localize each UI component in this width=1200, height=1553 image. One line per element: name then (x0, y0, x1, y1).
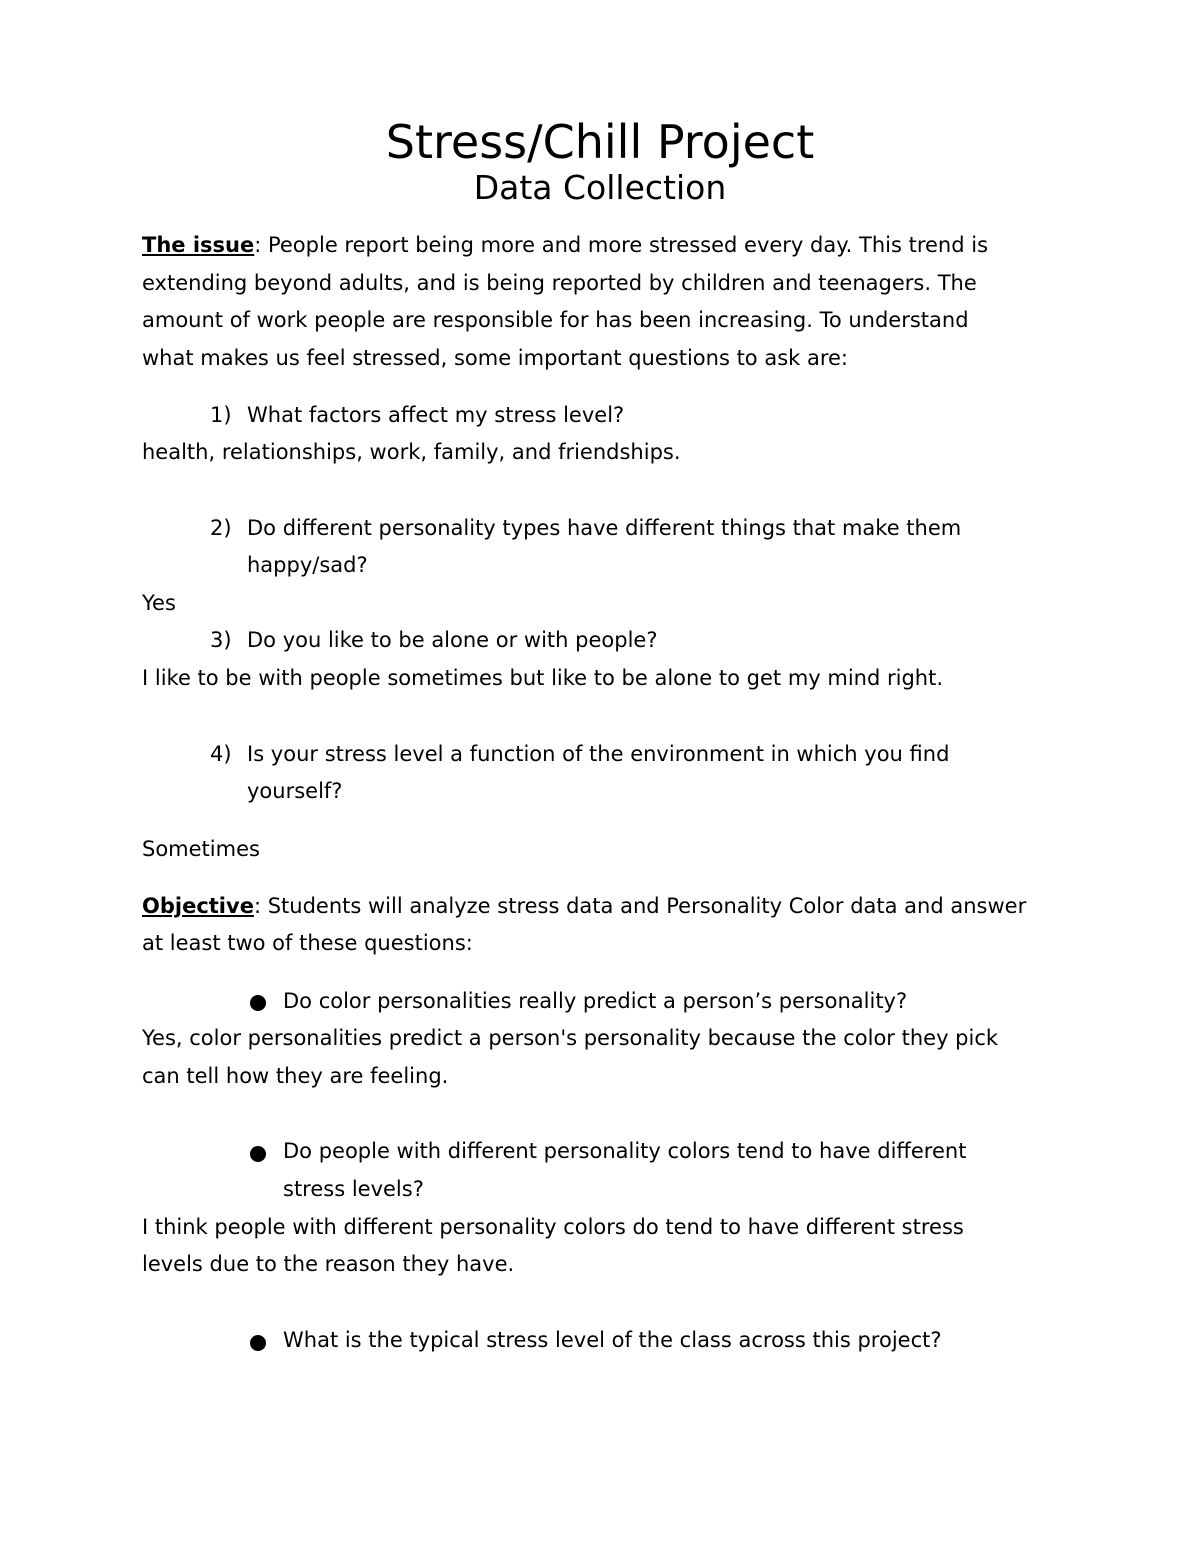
bullet-icon (250, 995, 266, 1011)
question-number: 1) (210, 403, 232, 427)
answer-text: Yes, color personalities predict a person's personality because the color they pick (142, 1026, 999, 1050)
question-text: happy/sad? (247, 553, 368, 577)
question-number: 3) (210, 628, 232, 652)
objective-question-text: What is the typical stress level of the class across this project? (283, 1328, 942, 1352)
issue-paragraph-line: amount of work people are responsible for has been increasing. To understand (142, 308, 969, 332)
objective-paragraph-line-1 (142, 888, 1026, 926)
answer-text: Yes (142, 591, 176, 615)
issue-paragraph-line-1 (142, 227, 988, 265)
answer-text: can tell how they are feeling. (142, 1064, 449, 1088)
objective-question-text: Do people with different personality colors tend to have different (283, 1139, 967, 1163)
objective-text: : Students will analyze stress data and Personality Color data and answer (253, 894, 1027, 918)
question-number: 4) (210, 742, 232, 766)
objective-question-text: Do color personalities really predict a person’s personality? (283, 989, 908, 1013)
objective-question-text: stress levels? (283, 1177, 424, 1201)
answer-text: health, relationships, work, family, and friendships. (142, 440, 681, 464)
document-subtitle: Data Collection (473, 168, 727, 207)
issue-label: The issue (142, 233, 255, 257)
objective-paragraph-line: at least two of these questions: (142, 931, 473, 955)
issue-paragraph-line: what makes us feel stressed, some important questions to ask are: (142, 346, 849, 370)
question-text: Do different personality types have different things that make them (247, 516, 962, 540)
objective-label: Objective (142, 894, 254, 918)
question-text: What factors affect my stress level? (247, 403, 625, 427)
answer-text: I like to be with people sometimes but like to be alone to get my mind right. (142, 666, 944, 690)
answer-text: levels due to the reason they have. (142, 1252, 515, 1276)
bullet-icon (250, 1146, 266, 1162)
question-text: yourself? (247, 779, 343, 803)
question-text: Do you like to be alone or with people? (247, 628, 658, 652)
issue-text: : People report being more and more stressed every day. This trend is (254, 233, 989, 257)
document-title: Stress/Chill Project (385, 115, 815, 169)
issue-paragraph-line: extending beyond adults, and is being reported by children and teenagers. The (142, 271, 977, 295)
answer-text: I think people with different personality colors do tend to have different stress (142, 1215, 964, 1239)
question-number: 2) (210, 516, 232, 540)
bullet-icon (250, 1335, 266, 1351)
answer-text: Sometimes (142, 837, 260, 861)
question-text: Is your stress level a function of the environment in which you find (247, 742, 950, 766)
